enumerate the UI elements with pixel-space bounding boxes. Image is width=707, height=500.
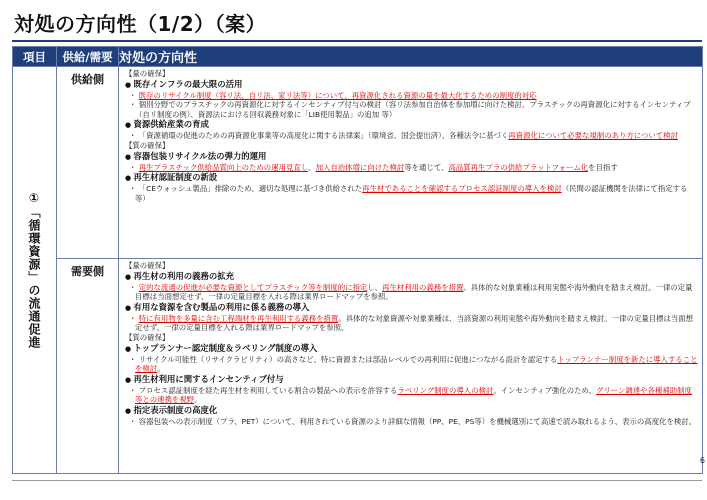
- supply-item-3a: ・ 再生プラスチック供給品質向上のための運用見直し、加入自治体増に向けた検討等を通じて、高品質再生プラの供給プラットフォーム化を目指す: [125, 163, 698, 173]
- bottom-rule: [12, 480, 702, 481]
- header-item: 項目: [13, 47, 57, 67]
- header-supply-demand: 供給/需要: [57, 47, 119, 67]
- demand-label: 需要側: [57, 259, 119, 474]
- supply-label: 供給側: [57, 67, 119, 259]
- title-rule: [12, 40, 702, 42]
- header-direction: 対処の方向性: [119, 47, 703, 67]
- supply-heading-3: ● 容器包装リサイクル法の弾力的運用: [125, 151, 698, 163]
- demand-item-2a: ・ 特に有用物を多量に含む工程端材を再生利用する義務を措置。具体的な対象資源や対象業種は、当該資源の利用実態や海外動向を踏まえ検討。一律の定量目標は当面想定せず、一律の定量目標を入れる際は業界ロードマップを参照。: [125, 314, 698, 333]
- supply-item-1b: ・ 個別分野でのプラスチックの再資源化に対するインセンティブ付与の検討（容リ法参加自治体を参加増に向けた検討、プラスチックの再資源化に対するインセンティブ（自リ制度の例）、資源法における回収義務対象に「LIB使用製品」の追加 等）: [125, 100, 698, 119]
- demand-heading-1: ● 再生材の利用の義務の拡充: [125, 271, 698, 283]
- supply-heading-1: ● 既存インフラの最大限の活用: [125, 79, 698, 91]
- demand-item-4a: ・ プロセス認証制度を経た再生材を利用している割合の製品への表示を許容するラベリング制度の導入の検討。インセンティブ強化のため、グリーン調達や各種補助制度等との連携を視野。: [125, 386, 698, 405]
- demand-heading-2: ● 有用な資源を含む製品の利用に係る義務の導入: [125, 302, 698, 314]
- page-number: 6: [699, 456, 705, 465]
- supply-item-2a: ・ 「資源循環の促進のための再資源化事業等の高度化に関する法律案」（環境省、国会提出済）、各種法令に基づく再資源化について必要な規制のあり方について検討: [125, 131, 698, 141]
- demand-quantity-bracket: 【量の確保】: [125, 261, 170, 270]
- direction-table: [12, 46, 703, 474]
- page-title: 対処の方向性（1/2）（案）: [14, 12, 267, 36]
- demand-heading-4: ● 再生材利用に関するインセンティブ付与: [125, 374, 698, 386]
- supply-item-4a: ・ 「CEウォッシュ製品」排除のため、適切な処理に基づき供給された再生材であることを確認するプロセス認証制度の導入を検討（民間の認証機関を法律にて指定する等）: [125, 184, 698, 203]
- demand-heading-5: ● 指定表示制度の高度化: [125, 405, 698, 417]
- demand-content: [119, 259, 703, 474]
- supply-heading-2: ● 資源供給産業の育成: [125, 119, 698, 131]
- table-row-demand: [13, 259, 703, 474]
- supply-quantity-bracket: 【量の確保】: [125, 69, 170, 78]
- supply-heading-4: ● 再生材認証制度の新設: [125, 172, 698, 184]
- demand-item-5a: ・ 容器包装への表示制度（プラ、PET）について、利用されている資源のより詳細な情報（PP、PE、PS等）を機械選別にて高速で読み取れるよう、表示の高度化を検討。: [125, 417, 698, 427]
- side-label: ①「循環資源」の流通促進: [27, 191, 41, 349]
- supply-content: [119, 67, 703, 259]
- demand-heading-3: ● トップランナー認定制度＆ラベリング制度の導入: [125, 343, 698, 355]
- supply-quality-bracket: 【質の確保】: [125, 140, 170, 150]
- demand-item-1a: ・ 定的な流通の促進が必要な資源としてプラスチック等を制度的に指定し、再生材利用の義務を措置。具体的な対象業種は利用実態や海外動向を踏まえ検討。一律の定量目標は当面想定せず、一律の定量目標を入れる際は業界ロードマップを参照。: [125, 283, 698, 302]
- demand-quality-bracket: 【質の確保】: [125, 332, 170, 342]
- table-row-supply: [13, 67, 703, 259]
- table-header-row: [13, 47, 703, 67]
- supply-item-1a: ・ 既存のリサイクル制度（容リ法、自リ法、家リ法等）について、再資源化される資源の量を最大化するための制度的対応: [125, 91, 698, 101]
- demand-item-3a: ・ リサイクル可能性（リサイクラビリティ）の高さなど、特に資源または部品レベルでの再利用に促進につながる設計を認定するトップランナー制度を新たに導入することを検討。: [125, 355, 698, 374]
- side-label-cell: [13, 67, 57, 474]
